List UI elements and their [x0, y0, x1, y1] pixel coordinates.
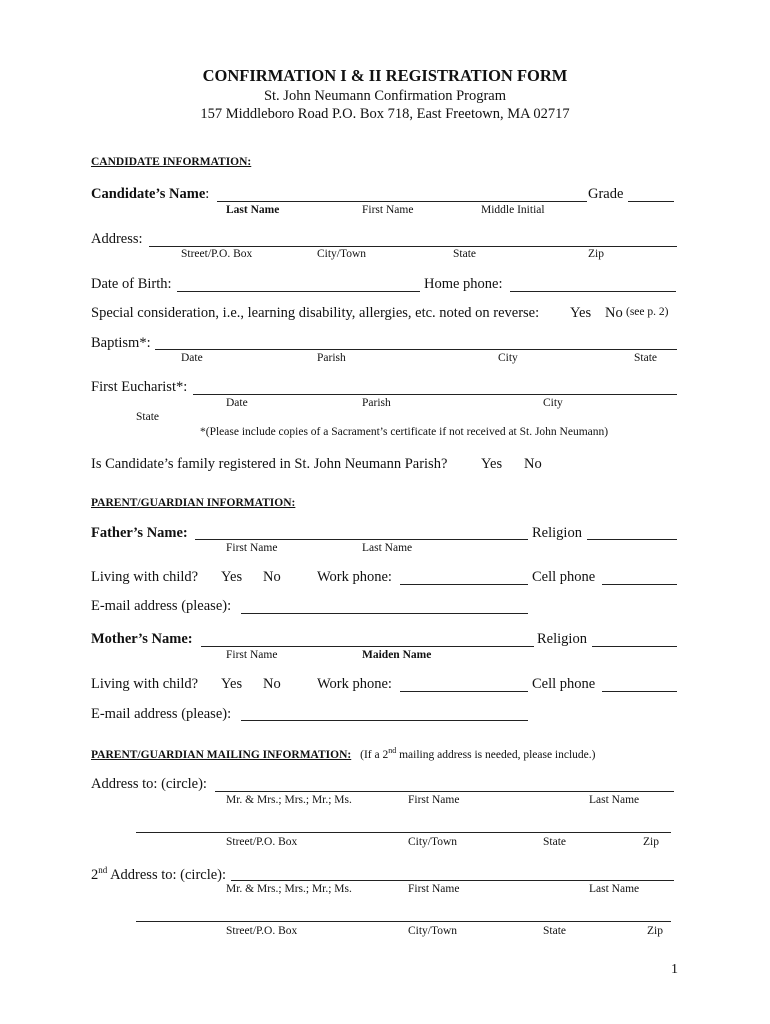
dob-label: Date of Birth:: [91, 276, 172, 292]
see-page-note: (see p. 2): [626, 306, 669, 318]
mother-email-label: E-mail address (please):: [91, 706, 232, 722]
mother-name-field[interactable]: [201, 646, 534, 647]
mother-email-field[interactable]: [241, 720, 528, 721]
mother-cell-phone-field[interactable]: [602, 691, 677, 692]
father-work-phone-field[interactable]: [400, 584, 528, 585]
address1-street-field[interactable]: [136, 832, 671, 833]
form-title: CONFIRMATION I & II REGISTRATION FORM: [202, 66, 568, 85]
baptism-city-caption: City: [498, 352, 518, 364]
program-name: St. John Neumann Confirmation Program: [263, 88, 507, 104]
home-phone-field[interactable]: [510, 291, 676, 292]
first-name-caption: First Name: [362, 204, 414, 216]
parent-section-heading: PARENT/GUARDIAN INFORMATION:: [91, 497, 296, 509]
city-caption: City/Town: [317, 248, 367, 260]
grade-field[interactable]: [628, 201, 674, 202]
address2-last-name-caption: Last Name: [589, 883, 640, 895]
father-living-no[interactable]: No: [263, 569, 281, 585]
baptism-date-caption: Date: [181, 352, 203, 364]
address1-name-field[interactable]: [215, 791, 674, 792]
address2-name-field[interactable]: [231, 880, 674, 881]
eucharist-parish-caption: Parish: [362, 397, 391, 409]
mailing-section-heading: [91, 746, 596, 761]
father-cell-phone-field[interactable]: [602, 584, 677, 585]
father-cell-phone-label: Cell phone: [532, 569, 596, 585]
mother-living-label: Living with child?: [91, 676, 199, 692]
special-yes-option[interactable]: Yes: [570, 305, 592, 321]
father-work-phone-label: Work phone:: [317, 569, 392, 585]
mother-living-no[interactable]: No: [263, 676, 281, 692]
father-email-label: E-mail address (please):: [91, 598, 232, 614]
eucharist-date-caption: Date: [226, 397, 248, 409]
registered-yes-option[interactable]: Yes: [481, 456, 503, 472]
address2-zip-caption: Zip: [647, 925, 663, 937]
parish-address: 157 Middleboro Road P.O. Box 718, East Freetown, MA 02717: [200, 106, 570, 122]
candidate-name-field[interactable]: [217, 201, 587, 202]
zip-caption: Zip: [588, 248, 604, 260]
father-last-name-caption: Last Name: [362, 542, 413, 554]
mother-cell-phone-label: Cell phone: [532, 676, 596, 692]
address2-street-field[interactable]: [136, 921, 671, 922]
sacrament-certificate-note: *(Please include copies of a Sacrament’s certificate if not received at St. John Neumann): [200, 426, 609, 438]
baptism-label: Baptism*:: [91, 335, 151, 351]
baptism-state-caption: State: [634, 352, 657, 364]
eucharist-field[interactable]: [193, 394, 677, 395]
candidate-name-label: Candidate’s Name:: [91, 186, 210, 202]
street-caption: Street/P.O. Box: [181, 248, 253, 260]
father-first-name-caption: First Name: [226, 542, 278, 554]
address2-salutation-options[interactable]: Mr. & Mrs.; Mrs.; Mr.; Ms.: [226, 883, 352, 895]
baptism-parish-caption: Parish: [317, 352, 346, 364]
mother-name-label: Mother’s Name:: [91, 631, 193, 647]
address1-last-name-caption: Last Name: [589, 794, 640, 806]
eucharist-city-caption: City: [543, 397, 563, 409]
home-phone-label: Home phone:: [424, 276, 503, 292]
candidate-section-heading: CANDIDATE INFORMATION:: [91, 156, 252, 168]
mother-maiden-name-caption: Maiden Name: [362, 649, 432, 661]
mother-first-name-caption: First Name: [226, 649, 278, 661]
father-religion-label: Religion: [532, 525, 582, 541]
address2-state-caption: State: [543, 925, 566, 937]
baptism-field[interactable]: [155, 349, 677, 350]
eucharist-label: First Eucharist*:: [91, 379, 188, 395]
registered-no-option[interactable]: No: [524, 456, 542, 472]
eucharist-state-caption: State: [136, 411, 159, 423]
mailing-section-title: PARENT/GUARDIAN MAILING INFORMATION:: [91, 748, 352, 761]
address1-street-caption: Street/P.O. Box: [226, 836, 298, 848]
father-religion-field[interactable]: [587, 539, 677, 540]
address-field[interactable]: [149, 246, 677, 247]
father-email-field[interactable]: [241, 613, 528, 614]
mother-work-phone-field[interactable]: [400, 691, 528, 692]
address1-zip-caption: Zip: [643, 836, 659, 848]
address2-first-name-caption: First Name: [408, 883, 460, 895]
mother-religion-label: Religion: [537, 631, 587, 647]
mother-religion-field[interactable]: [592, 646, 677, 647]
address2-city-caption: City/Town: [408, 925, 458, 937]
address-label: Address:: [91, 231, 143, 247]
mother-living-yes[interactable]: Yes: [221, 676, 243, 692]
special-consideration-label: Special consideration, i.e., learning disability, allergies, etc. noted on reverse:: [91, 305, 540, 321]
address1-salutation-options[interactable]: Mr. & Mrs.; Mrs.; Mr.; Ms.: [226, 794, 352, 806]
address1-city-caption: City/Town: [408, 836, 458, 848]
address2-label: 2nd Address to: (circle):: [91, 865, 227, 883]
mailing-note: (If a 2nd mailing address is needed, please include.): [360, 746, 596, 761]
address2-street-caption: Street/P.O. Box: [226, 925, 298, 937]
page-number: 1: [671, 962, 678, 977]
father-name-label: Father’s Name:: [91, 525, 188, 541]
dob-field[interactable]: [177, 291, 420, 292]
father-living-yes[interactable]: Yes: [221, 569, 243, 585]
special-no-option[interactable]: No: [605, 305, 623, 321]
mother-work-phone-label: Work phone:: [317, 676, 392, 692]
middle-initial-caption: Middle Initial: [481, 204, 545, 216]
last-name-caption: Last Name: [226, 204, 280, 216]
state-caption: State: [453, 248, 476, 260]
father-living-label: Living with child?: [91, 569, 199, 585]
address1-state-caption: State: [543, 836, 566, 848]
father-name-field[interactable]: [195, 539, 528, 540]
parish-registered-label: Is Candidate’s family registered in St. John Neumann Parish?: [91, 456, 448, 472]
address1-first-name-caption: First Name: [408, 794, 460, 806]
address1-label: Address to: (circle):: [91, 776, 207, 792]
grade-label: Grade: [588, 186, 624, 202]
